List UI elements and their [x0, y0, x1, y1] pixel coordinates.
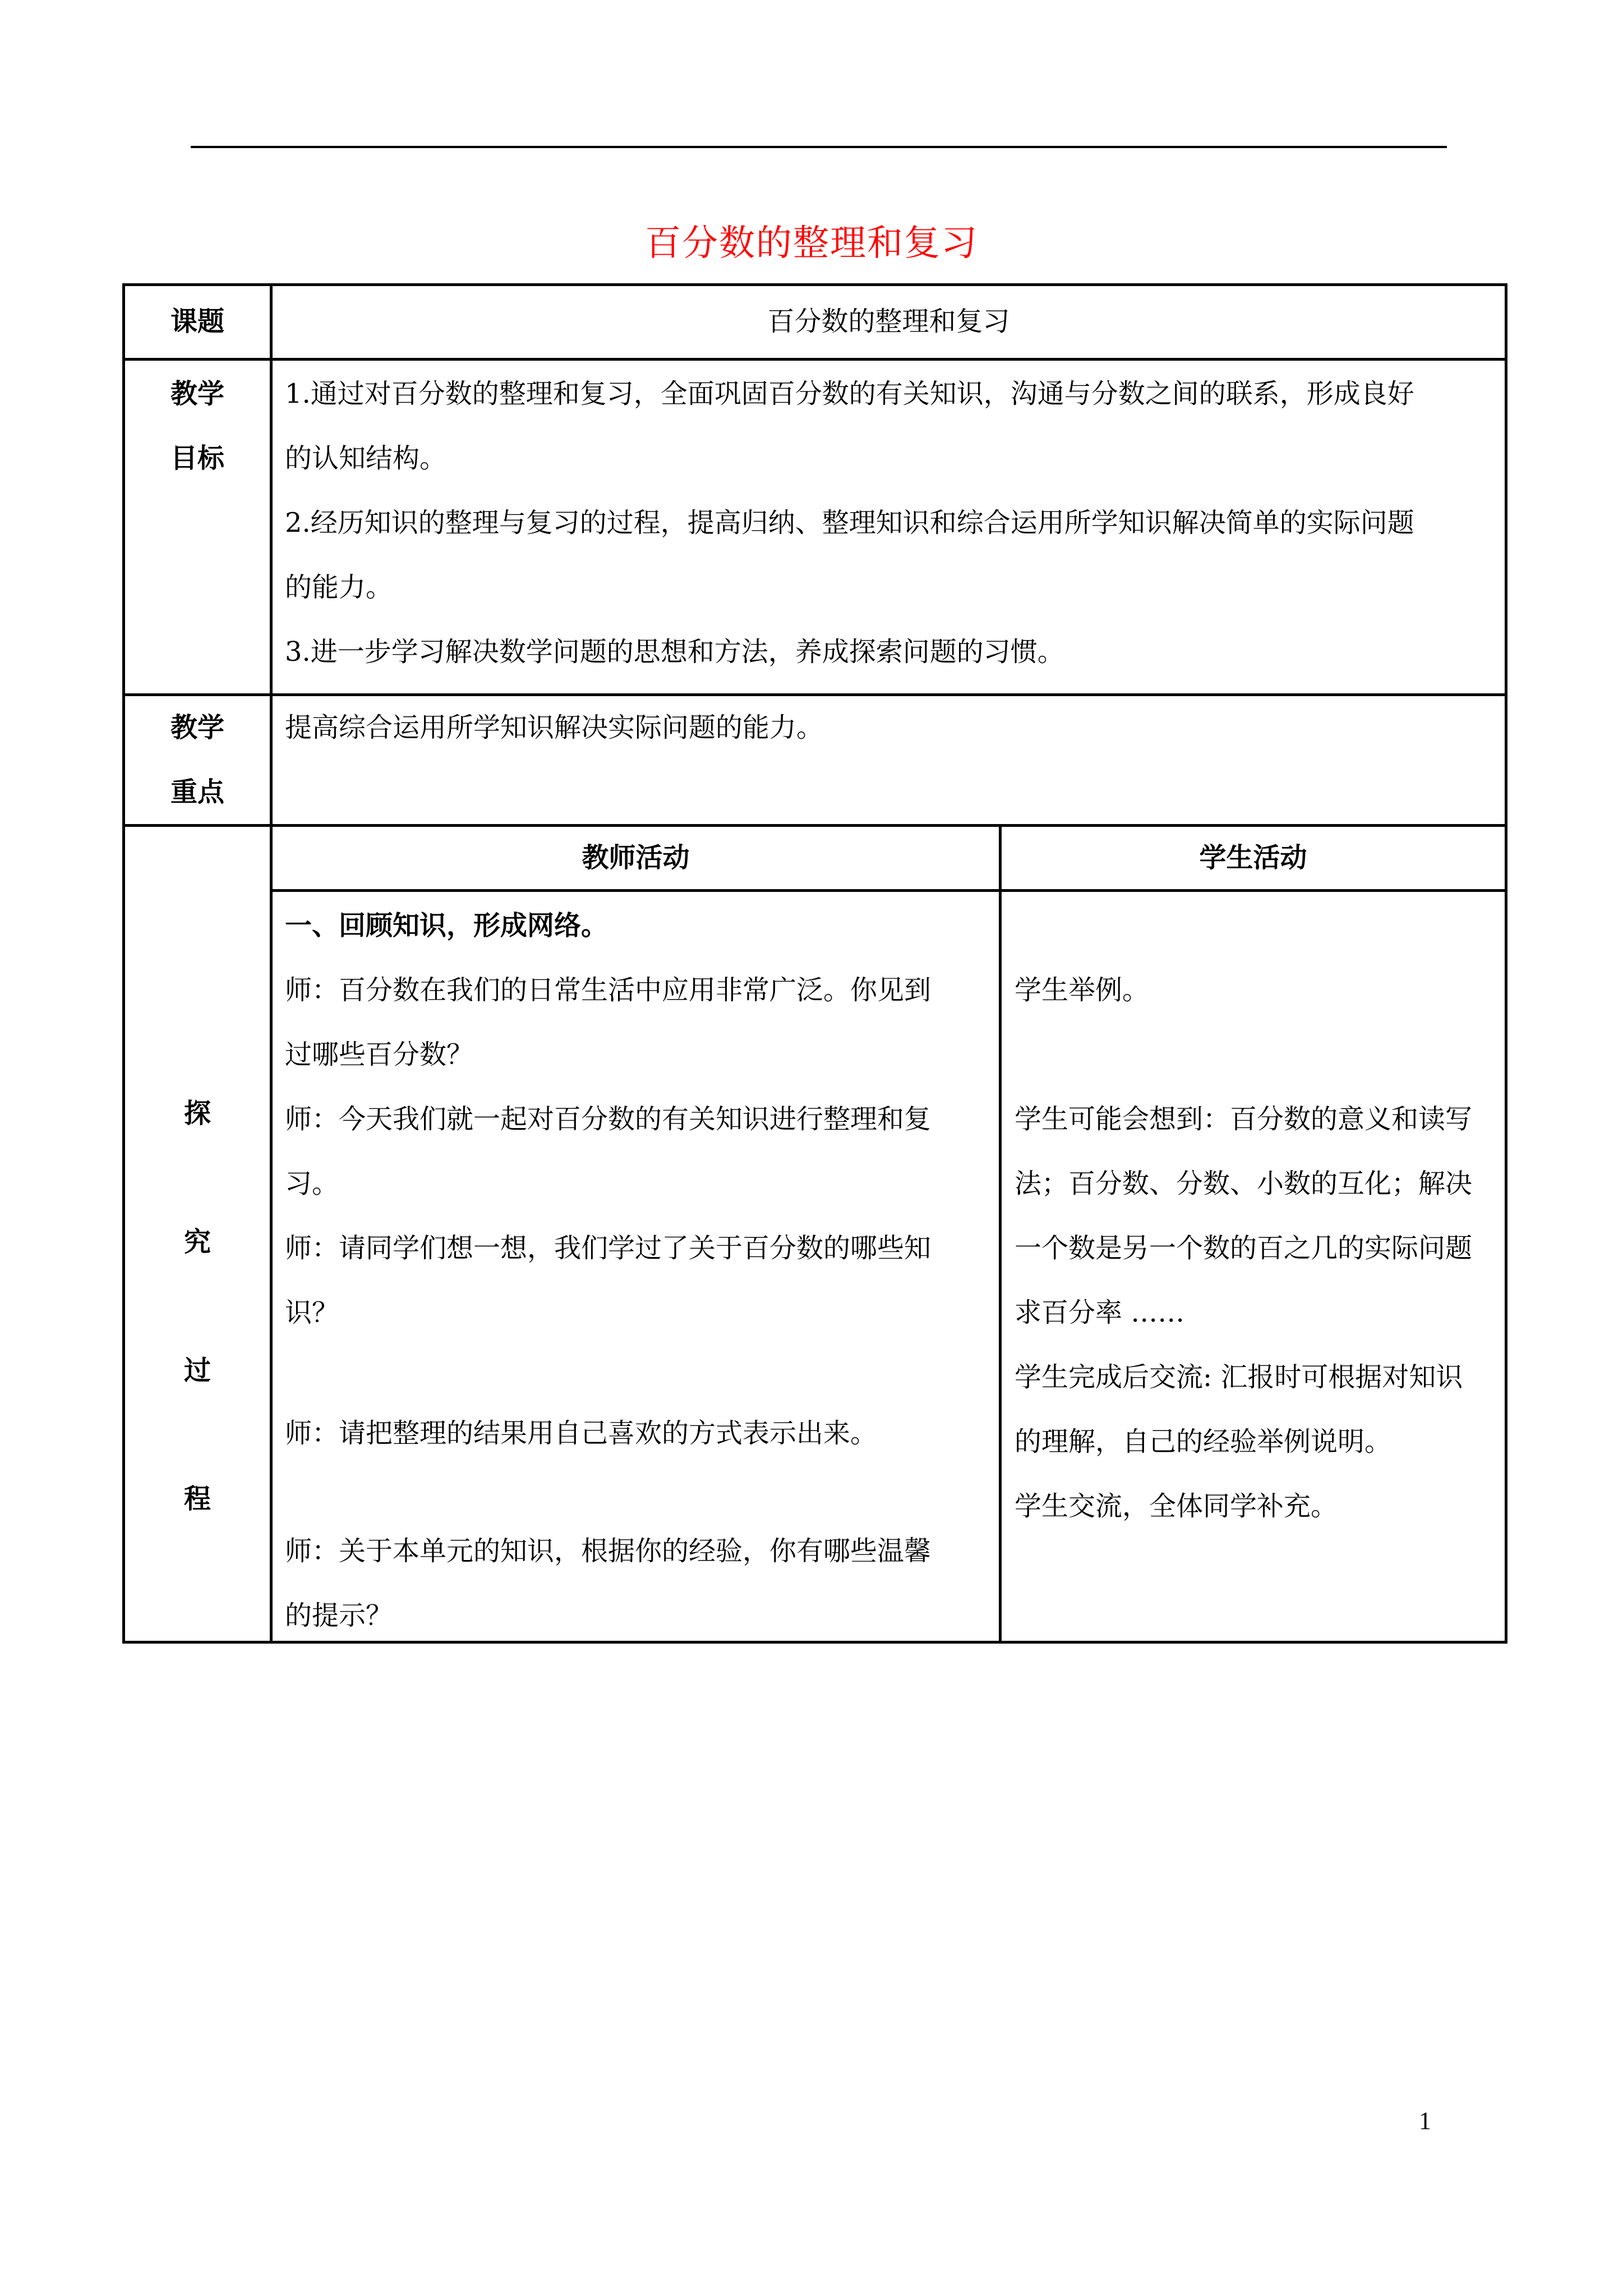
objectives-label-line-2: 目标	[170, 443, 224, 474]
focus-label-line-1: 教学	[170, 712, 224, 743]
teacher-line: 识？	[285, 1297, 339, 1328]
objectives-line-4: 的能力。	[285, 572, 393, 603]
teacher-activity-header: 教师活动	[582, 842, 690, 873]
focus-value: 提高综合运用所学知识解决实际问题的能力。	[285, 712, 824, 743]
focus-label-line-2: 重点	[170, 776, 224, 808]
student-line: 学生完成后交流: 汇报时可根据对知识	[1015, 1361, 1463, 1393]
student-activity-header: 学生活动	[1199, 842, 1307, 873]
teacher-line: 师：关于本单元的知识，根据你的经验，你有哪些温馨	[285, 1535, 932, 1567]
objectives-line-1: 1.通过对百分数的整理和复习，全面巩固百分数的有关知识，沟通与分数之间的联系，形成良好	[285, 378, 1414, 409]
student-line: 的理解，自己的经验举例说明。	[1015, 1426, 1392, 1457]
process-label-char-2: 究	[183, 1226, 211, 1258]
teacher-line: 师：百分数在我们的日常生活中应用非常广泛。你见到	[285, 974, 932, 1006]
process-label-char-3: 过	[183, 1355, 211, 1386]
teacher-line: 习。	[285, 1168, 339, 1199]
teacher-line: 师：今天我们就一起对百分数的有关知识进行整理和复	[285, 1103, 932, 1135]
process-label-char-1: 探	[183, 1098, 211, 1129]
page-number: 1	[1419, 2107, 1431, 2134]
student-line: 学生可能会想到：百分数的意义和读写	[1015, 1103, 1473, 1135]
student-line: 法；百分数、分数、小数的互化；解决	[1015, 1168, 1473, 1199]
teacher-line: 师：请同学们想一想，我们学过了关于百分数的哪些知	[285, 1232, 932, 1264]
topic-value: 百分数的整理和复习	[767, 306, 1010, 337]
teacher-line: 过哪些百分数？	[285, 1039, 474, 1070]
header-rule	[191, 146, 1447, 148]
objectives-label-line-1: 教学	[170, 378, 224, 409]
student-line: 学生举例。	[1015, 974, 1150, 1006]
document-title: 百分数的整理和复习	[645, 223, 978, 264]
teacher-line: 的提示？	[285, 1600, 393, 1631]
objectives-line-3: 2.经历知识的整理与复习的过程，提高归纳、整理知识和综合运用所学知识解决简单的实际问题	[285, 507, 1414, 539]
student-activity-cell	[1002, 892, 1505, 1641]
teacher-section-heading: 一、回顾知识，形成网络。	[285, 910, 608, 941]
process-label-char-4: 程	[183, 1483, 211, 1515]
objectives-line-2: 的认知结构。	[285, 443, 447, 474]
student-line: 求百分率 ……	[1015, 1297, 1185, 1328]
student-line: 学生交流，全体同学补充。	[1015, 1490, 1338, 1522]
topic-label: 课题	[170, 306, 224, 337]
teacher-line: 师：请把整理的结果用自己喜欢的方式表示出来。	[285, 1418, 878, 1449]
student-line: 一个数是另一个数的百之几的实际问题	[1015, 1232, 1473, 1264]
objectives-line-5: 3.进一步学习解决数学问题的思想和方法，养成探索问题的习惯。	[285, 636, 1064, 668]
